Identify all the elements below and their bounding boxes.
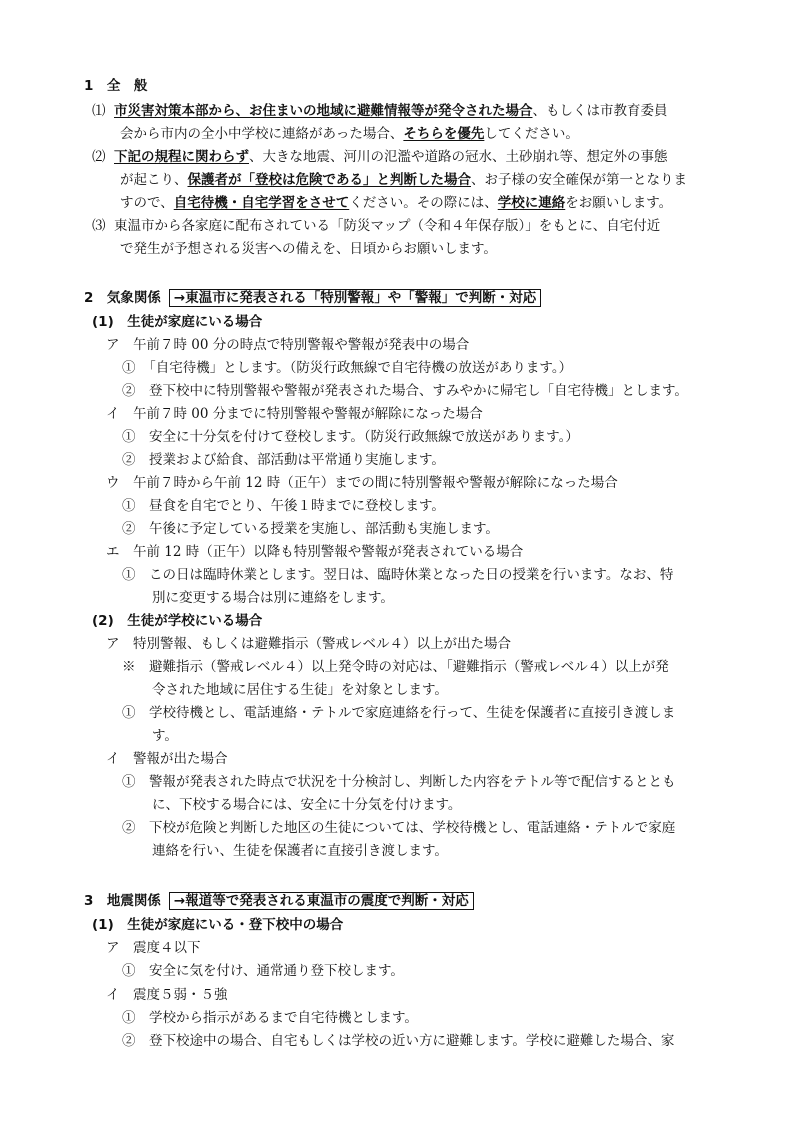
item-i-1: ① 安全に十分気を付けて登校します。（防災行政無線で放送があります。） bbox=[122, 429, 579, 445]
emphasis-text: 市災害対策本部から、お住まいの地域に避難情報等が発令された場合 bbox=[114, 103, 533, 119]
section-number: 3 bbox=[84, 893, 94, 909]
item-i-2-line-1: ② 下校が危険と判断した地区の生徒については、学校待機とし、電話連絡・テトルで家庭 bbox=[122, 820, 676, 836]
section-number: 2 bbox=[84, 290, 94, 306]
section-3-heading bbox=[84, 890, 474, 912]
subsection-2-2-label: (2) 生徒が学校にいる場合 bbox=[92, 613, 263, 629]
section-title: 地震関係 bbox=[106, 893, 161, 909]
item-i-1-line-2: に、下校する場合には、安全に十分気を付けます。 bbox=[152, 797, 462, 813]
item-a-1: ① 安全に気を付け、通常通り登下校します。 bbox=[122, 963, 404, 979]
item-e-1-line-1: ① この日は臨時休業とします。翌日は、臨時休業となった日の授業を行います。なお、特 bbox=[122, 567, 674, 583]
body-text: すので、 bbox=[120, 195, 174, 211]
para-3-line-2 bbox=[120, 238, 497, 260]
note-line-2: 令された地域に居住する生徒」を対象とします。 bbox=[152, 682, 448, 698]
section-3-boxed-note: →報道等で発表される東温市の震度で判断・対応 bbox=[169, 892, 474, 910]
item-a: ア 特別警報、もしくは避難指示（警戒レベル４）以上が出た場合 bbox=[106, 636, 511, 652]
item-i: イ 震度５弱・５強 bbox=[106, 987, 228, 1003]
subsection-2-1-label: (1) 生徒が家庭にいる場合 bbox=[92, 314, 263, 330]
item-i-2: ② 授業および給食、部活動は平常通り実施します。 bbox=[122, 452, 445, 468]
item-u-2: ② 午後に予定している授業を実施し、部活動も実施します。 bbox=[122, 521, 499, 537]
item-i-2-line-2: 連絡を行い、生徒を保護者に直接引き渡します。 bbox=[152, 843, 448, 859]
para-2-line-3 bbox=[120, 192, 672, 214]
para-3-line-1 bbox=[92, 215, 660, 237]
body-text: してください。 bbox=[484, 126, 579, 142]
item-e: エ 午前 12 時（正午）以降も特別警報や警報が発表されている場合 bbox=[106, 544, 524, 560]
para-number: ⑶ bbox=[92, 218, 106, 234]
item-a-1: ① 「自宅待機」とします。（防災行政無線で自宅待機の放送があります。） bbox=[122, 360, 573, 376]
item-e-1-line-2: 別に変更する場合は別に連絡をします。 bbox=[152, 590, 394, 606]
body-text: 、もしくは市教育委員 bbox=[532, 103, 668, 119]
body-text: をお願いします。 bbox=[565, 195, 673, 211]
item-a-1-line-2: す。 bbox=[152, 728, 178, 744]
emphasis-text: 保護者が「登校は危険である」と判断した場合 bbox=[187, 172, 471, 188]
subsection-3-1-label: (1) 生徒が家庭にいる・登下校中の場合 bbox=[92, 917, 344, 933]
para-1-line-2 bbox=[120, 123, 579, 145]
para-number: ⑵ bbox=[92, 149, 106, 165]
body-text: が起こり、 bbox=[120, 172, 188, 188]
emphasis-text: 学校に連絡 bbox=[497, 195, 566, 211]
section-title: 気象関係 bbox=[106, 290, 161, 306]
emphasis-text: 自宅待機・自宅学習をさせて bbox=[173, 195, 350, 211]
section-1-heading bbox=[84, 75, 147, 97]
item-i-1-line-1: ① 警報が発表された時点で状況を十分検討し、判断した内容をテトル等で配信するととも bbox=[122, 774, 676, 790]
item-a-1-line-1: ① 学校待機とし、電話連絡・テトルで家庭連絡を行って、生徒を保護者に直接引き渡しま bbox=[122, 705, 676, 721]
para-2-line-2 bbox=[120, 169, 687, 191]
emphasis-text: そちらを優先 bbox=[403, 126, 485, 142]
item-i: イ 警報が出た場合 bbox=[106, 751, 228, 767]
para-number: ⑴ bbox=[92, 103, 106, 119]
item-i-2: ② 登下校途中の場合、自宅もしくは学校の近い方に避難します。学校に避難した場合、家 bbox=[122, 1033, 675, 1049]
body-text: ください。その際には、 bbox=[349, 195, 498, 211]
item-u: ウ 午前７時から午前 12 時（正午）までの間に特別警報や警報が解除になった場合 bbox=[106, 475, 618, 491]
para-1-line-1 bbox=[92, 100, 668, 122]
section-title: 全 般 bbox=[106, 78, 148, 94]
body-text: 、大きな地震、河川の氾濫や道路の冠水、土砂崩れ等、想定外の事態 bbox=[249, 149, 668, 165]
section-2-boxed-note: →東温市に発表される「特別警報」や「警報」で判断・対応 bbox=[169, 289, 541, 307]
para-2-line-1 bbox=[92, 146, 668, 168]
item-a: ア 震度４以下 bbox=[106, 940, 201, 956]
item-a: ア 午前７時 00 分の時点で特別警報や警報が発表中の場合 bbox=[106, 337, 470, 353]
body-text: 会から市内の全小中学校に連絡があった場合、 bbox=[120, 126, 404, 142]
item-u-1: ① 昼食を自宅でとり、午後１時までに登校します。 bbox=[122, 498, 445, 514]
section-2-heading bbox=[84, 287, 541, 309]
body-text: 、お子様の安全確保が第一となりま bbox=[471, 172, 687, 188]
emphasis-text: 下記の規程に関わらず bbox=[114, 149, 249, 165]
section-number: 1 bbox=[84, 78, 94, 94]
note-line-1: ※ 避難指示（警戒レベル４）以上発令時の対応は、「避難指示（警戒レベル４）以上が発 bbox=[122, 659, 669, 675]
body-text: 東温市から各家庭に配布されている「防災マップ（令和４年保存版）」をもとに、自宅付近 bbox=[114, 218, 661, 234]
item-i: イ 午前７時 00 分までに特別警報や警報が解除になった場合 bbox=[106, 406, 483, 422]
item-a-2: ② 登下校中に特別警報や警報が発表された場合、すみやかに帰宅し「自宅待機」とします。 bbox=[122, 383, 688, 399]
item-i-1: ① 学校から指示があるまで自宅待機とします。 bbox=[122, 1010, 418, 1026]
body-text: で発生が予想される災害への備えを、日頃からお願いします。 bbox=[120, 241, 497, 257]
